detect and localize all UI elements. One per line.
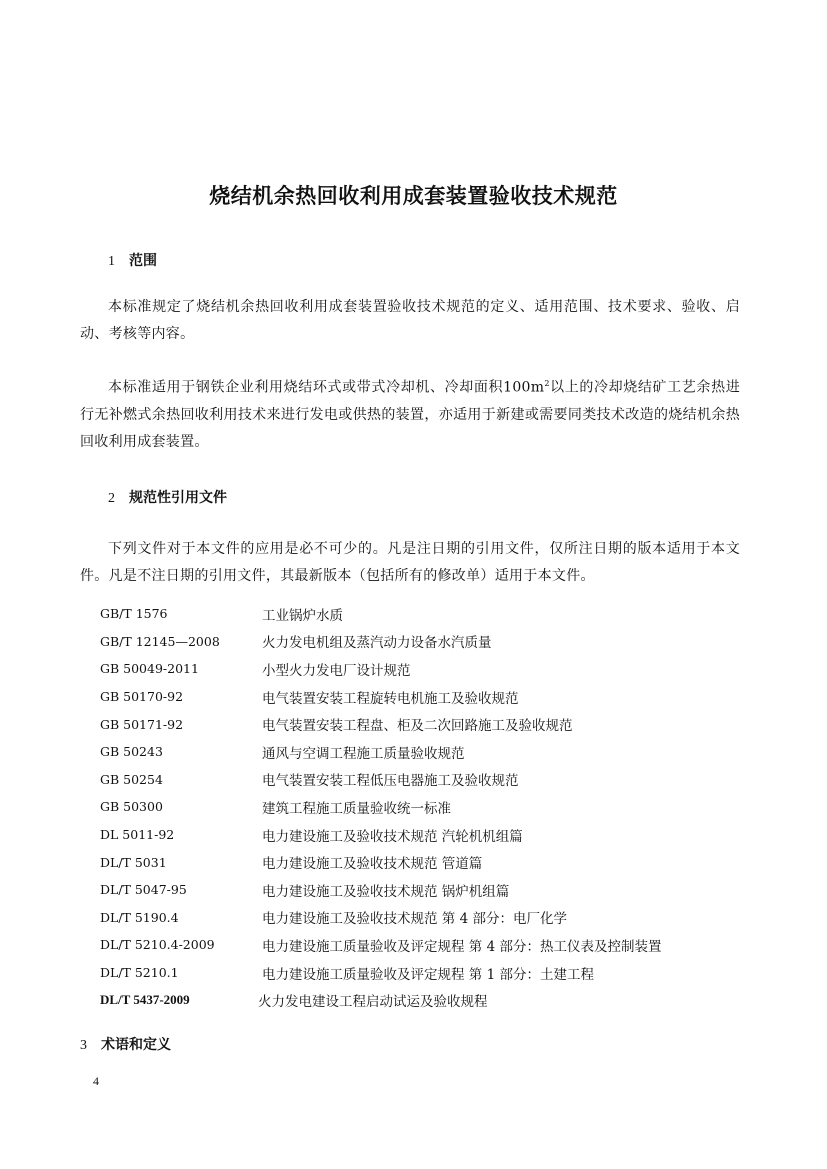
reference-code: DL/T 5210.4-2009 [100,937,215,953]
reference-row [100,683,740,711]
reference-code: DL/T 5437-2009 [100,992,190,1008]
reference-row [100,628,740,656]
scope-paragraph-2-part-b: 以上的冷却烧结矿工艺余热进行无补燃式余热回收利用技术来进行发电或供热的装置，亦适用于新建或需要同类技术改造的烧结机余热回收利用成套装置。 [80,379,741,450]
reference-title: 电力建设施工及验收技术规范 汽轮机机组篇 [262,828,523,845]
reference-row [100,600,740,628]
section-3-heading [80,1034,171,1054]
reference-code: DL 5011-92 [100,827,175,843]
reference-title: 电力建设施工及验收技术规范 锅炉机组篇 [262,883,510,900]
reference-row [100,738,740,766]
section-1-title: 范围 [129,253,157,269]
reference-code: DL/T 5047-95 [100,882,187,898]
reference-row [100,931,740,959]
reference-title: 火力发电机组及蒸汽动力设备水汽质量 [262,635,492,652]
reference-row [100,959,740,987]
reference-title: 小型火力发电厂设计规范 [262,662,411,679]
reference-code: GB/T 1576 [100,606,168,622]
scope-paragraph-2-part-a: 本标准适用于钢铁企业利用烧结环式或带式冷却机、冷却面积100m [108,379,545,396]
reference-title: 电气装置安装工程低压电器施工及验收规范 [262,773,519,790]
reference-code: GB 50171-92 [100,716,184,732]
reference-title: 电气装置安装工程旋转电机施工及验收规范 [262,690,519,707]
reference-title: 电气装置安装工程盘、柜及二次回路施工及验收规范 [262,718,573,735]
reference-title: 通风与空调工程施工质量验收规范 [262,745,465,762]
scope-paragraph-1: 本标准规定了烧结机余热回收利用成套装置验收技术规范的定义、适用范围、技术要求、验收、启动、考核等内容。 [80,299,740,342]
section-2-number: 2 [108,491,115,506]
reference-title: 工业锅炉水质 [262,607,343,624]
reference-title: 建筑工程施工质量验收统一标准 [262,800,451,817]
reference-title: 电力建设施工及验收技术规范 第 4 部分：电厂化学 [262,911,567,928]
reference-title: 火力发电建设工程启动试运及验收规程 [258,994,488,1011]
reference-code: GB 50243 [100,744,163,760]
scope-paragraph-2 [80,370,740,456]
page-number: 4 [93,1074,99,1088]
reference-row [100,821,740,849]
reference-code: GB 50049-2011 [100,661,199,677]
section-3-number: 3 [80,1038,87,1053]
reference-code: GB 50300 [100,799,163,815]
reference-title: 电力建设施工质量验收及评定规程 第 1 部分：土建工程 [262,966,594,983]
reference-code: GB 50254 [100,771,163,787]
reference-code: DL/T 5210.1 [100,965,179,981]
reference-row [100,848,740,876]
reference-row [100,710,740,738]
reference-code: DL/T 5031 [100,854,167,870]
reference-row [100,904,740,932]
reference-row [100,655,740,683]
section-1-number: 1 [108,254,115,269]
section-1-heading [108,250,157,270]
reference-code: DL/T 5190.4 [100,909,179,925]
section-3-title: 术语和定义 [101,1037,171,1053]
section-2-title: 规范性引用文件 [129,490,227,506]
section-2-heading [108,487,227,507]
reference-row [100,766,740,794]
reference-row [100,876,740,904]
references-intro: 下列文件对于本文件的应用是必不可少的。凡是注日期的引用文件，仅所注日期的版本适用于本文件。凡是不注日期的引用文件，其最新版本（包括所有的修改单）适用于本文件。 [80,541,740,584]
reference-row [100,986,740,1014]
reference-title: 电力建设施工及验收技术规范 管道篇 [262,856,483,873]
reference-list [100,600,740,1014]
reference-row [100,793,740,821]
reference-code: GB/T 12145—2008 [100,633,220,649]
reference-code: GB 50170-92 [100,689,184,705]
superscript-2: 2 [544,379,550,388]
document-title: 烧结机余热回收利用成套装置验收技术规范 [209,184,618,208]
reference-title: 电力建设施工质量验收及评定规程 第 4 部分：热工仪表及控制装置 [262,938,662,955]
